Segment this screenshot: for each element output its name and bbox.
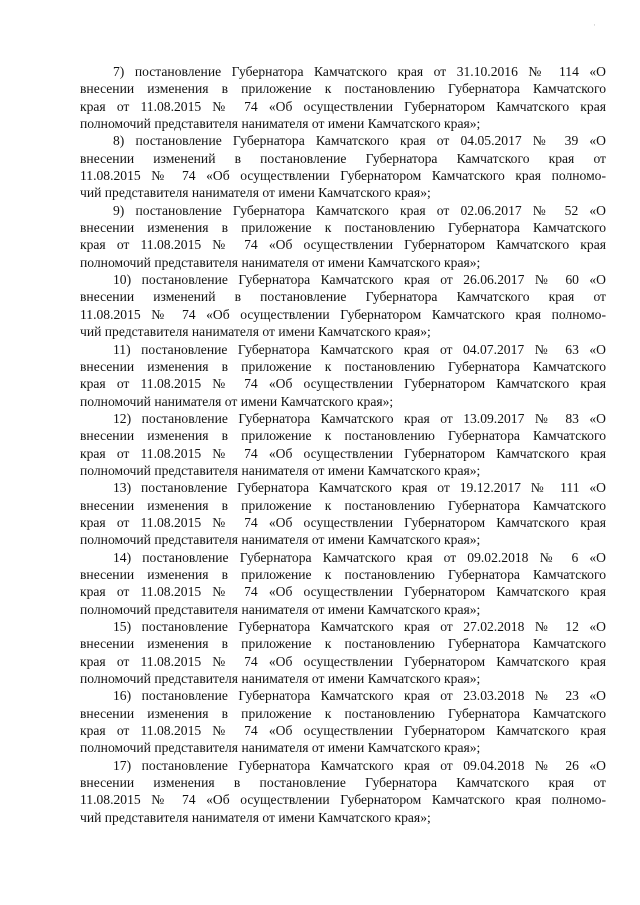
list-item-14 [80, 549, 606, 618]
text-line: 13) постановление Губернатора Камчатского края от 19.12.2017 № 111 «О [113, 480, 606, 496]
corner-mark: · [593, 20, 596, 30]
list-item-11 [80, 341, 606, 410]
text-line: полномочий представителя нанимателя от имени Камчатского края»; [80, 740, 481, 756]
text-line: внесении изменения в приложение к постановлению Губернатора Камчатского [80, 358, 606, 374]
text-line: 17) постановление Губернатора Камчатского края от 09.04.2018 № 26 «О [113, 757, 606, 773]
text-line: внесении изменения в приложение к постановлению Губернатора Камчатского [80, 220, 606, 236]
text-line: полномочий представителя нанимателя от имени Камчатского края»; [80, 116, 481, 132]
text-line: 11.08.2015 № 74 «Об осуществлении Губернатором Камчатского края полномо- [80, 792, 606, 808]
text-line: полномочий представителя нанимателя от имени Камчатского края»; [80, 462, 481, 478]
list-item-15 [80, 618, 606, 687]
text-line: края от 11.08.2015 № 74 «Об осуществлении Губернатором Камчатского края [80, 98, 606, 114]
list-item-7 [80, 63, 606, 132]
text-line: внесении изменения в приложение к постановлению Губернатора Камчатского [80, 81, 606, 97]
text-line: 12) постановление Губернатора Камчатского края от 13.09.2017 № 83 «О [113, 410, 606, 426]
list-item-16 [80, 687, 606, 756]
text-line: полномочий представителя нанимателя от имени Камчатского края»; [80, 671, 481, 687]
text-line: края от 11.08.2015 № 74 «Об осуществлении Губернатором Камчатского края [80, 237, 606, 253]
text-line: 11) постановление Губернатора Камчатского края от 04.07.2017 № 63 «О [113, 341, 606, 357]
text-line: внесении изменения в постановление Губернатора Камчатского края от [80, 775, 606, 791]
text-line: внесении изменения в приложение к постановлению Губернатора Камчатского [80, 566, 606, 582]
text-line: чий представителя нанимателя от имени Камчатского края»; [80, 324, 431, 340]
text-line: края от 11.08.2015 № 74 «Об осуществлении Губернатором Камчатского края [80, 723, 606, 739]
text-line: внесении изменений в постановление Губернатора Камчатского края от [80, 289, 606, 305]
text-line: чий представителя нанимателя от имени Камчатского края»; [80, 809, 431, 825]
text-line: полномочий представителя нанимателя от имени Камчатского края»; [80, 532, 481, 548]
text-line: 11.08.2015 № 74 «Об осуществлении Губернатором Камчатского края полномо- [80, 168, 606, 184]
text-line: внесении изменения в приложение к постановлению Губернатора Камчатского [80, 636, 606, 652]
text-line: 11.08.2015 № 74 «Об осуществлении Губернатором Камчатского края полномо- [80, 306, 606, 322]
list-item-12 [80, 410, 606, 479]
text-line: края от 11.08.2015 № 74 «Об осуществлении Губернатором Камчатского края [80, 653, 606, 669]
text-line: полномочий нанимателя от имени Камчатского края»; [80, 393, 394, 409]
text-line: края от 11.08.2015 № 74 «Об осуществлении Губернатором Камчатского края [80, 376, 606, 392]
text-line: 10) постановление Губернатора Камчатского края от 26.06.2017 № 60 «О [113, 272, 606, 288]
text-line: 16) постановление Губернатора Камчатского края от 23.03.2018 № 23 «О [113, 688, 606, 704]
text-line: края от 11.08.2015 № 74 «Об осуществлении Губернатором Камчатского края [80, 445, 606, 461]
list-item-17 [80, 757, 606, 826]
text-line: полномочий представителя нанимателя от имени Камчатского края»; [80, 254, 481, 270]
text-line: 9) постановление Губернатора Камчатского края от 02.06.2017 № 52 «О [113, 202, 606, 218]
text-line: внесении изменения в приложение к постановлению Губернатора Камчатского [80, 428, 606, 444]
text-line: 8) постановление Губернатора Камчатского края от 04.05.2017 № 39 «О [113, 133, 606, 149]
list-item-10 [80, 271, 606, 340]
text-line: полномочий представителя нанимателя от имени Камчатского края»; [80, 601, 481, 617]
text-line: чий представителя нанимателя от имени Камчатского края»; [80, 185, 431, 201]
text-line: 15) постановление Губернатора Камчатского края от 27.02.2018 № 12 «О [113, 619, 606, 634]
list-item-8 [80, 132, 606, 201]
text-line: 14) постановление Губернатора Камчатского края от 09.02.2018 № 6 «О [113, 549, 606, 565]
text-line: внесении изменений в постановление Губернатора Камчатского края от [80, 150, 606, 166]
document-body [80, 63, 606, 826]
text-line: 7) постановление Губернатора Камчатского края от 31.10.2016 № 114 «О [113, 64, 606, 79]
list-item-9 [80, 202, 606, 271]
text-line: внесении изменения в приложение к постановлению Губернатора Камчатского [80, 497, 606, 513]
text-line: внесении изменения в приложение к постановлению Губернатора Камчатского [80, 705, 606, 721]
list-item-13 [80, 479, 606, 548]
text-line: края от 11.08.2015 № 74 «Об осуществлении Губернатором Камчатского края [80, 584, 606, 600]
text-line: края от 11.08.2015 № 74 «Об осуществлении Губернатором Камчатского края [80, 514, 606, 530]
